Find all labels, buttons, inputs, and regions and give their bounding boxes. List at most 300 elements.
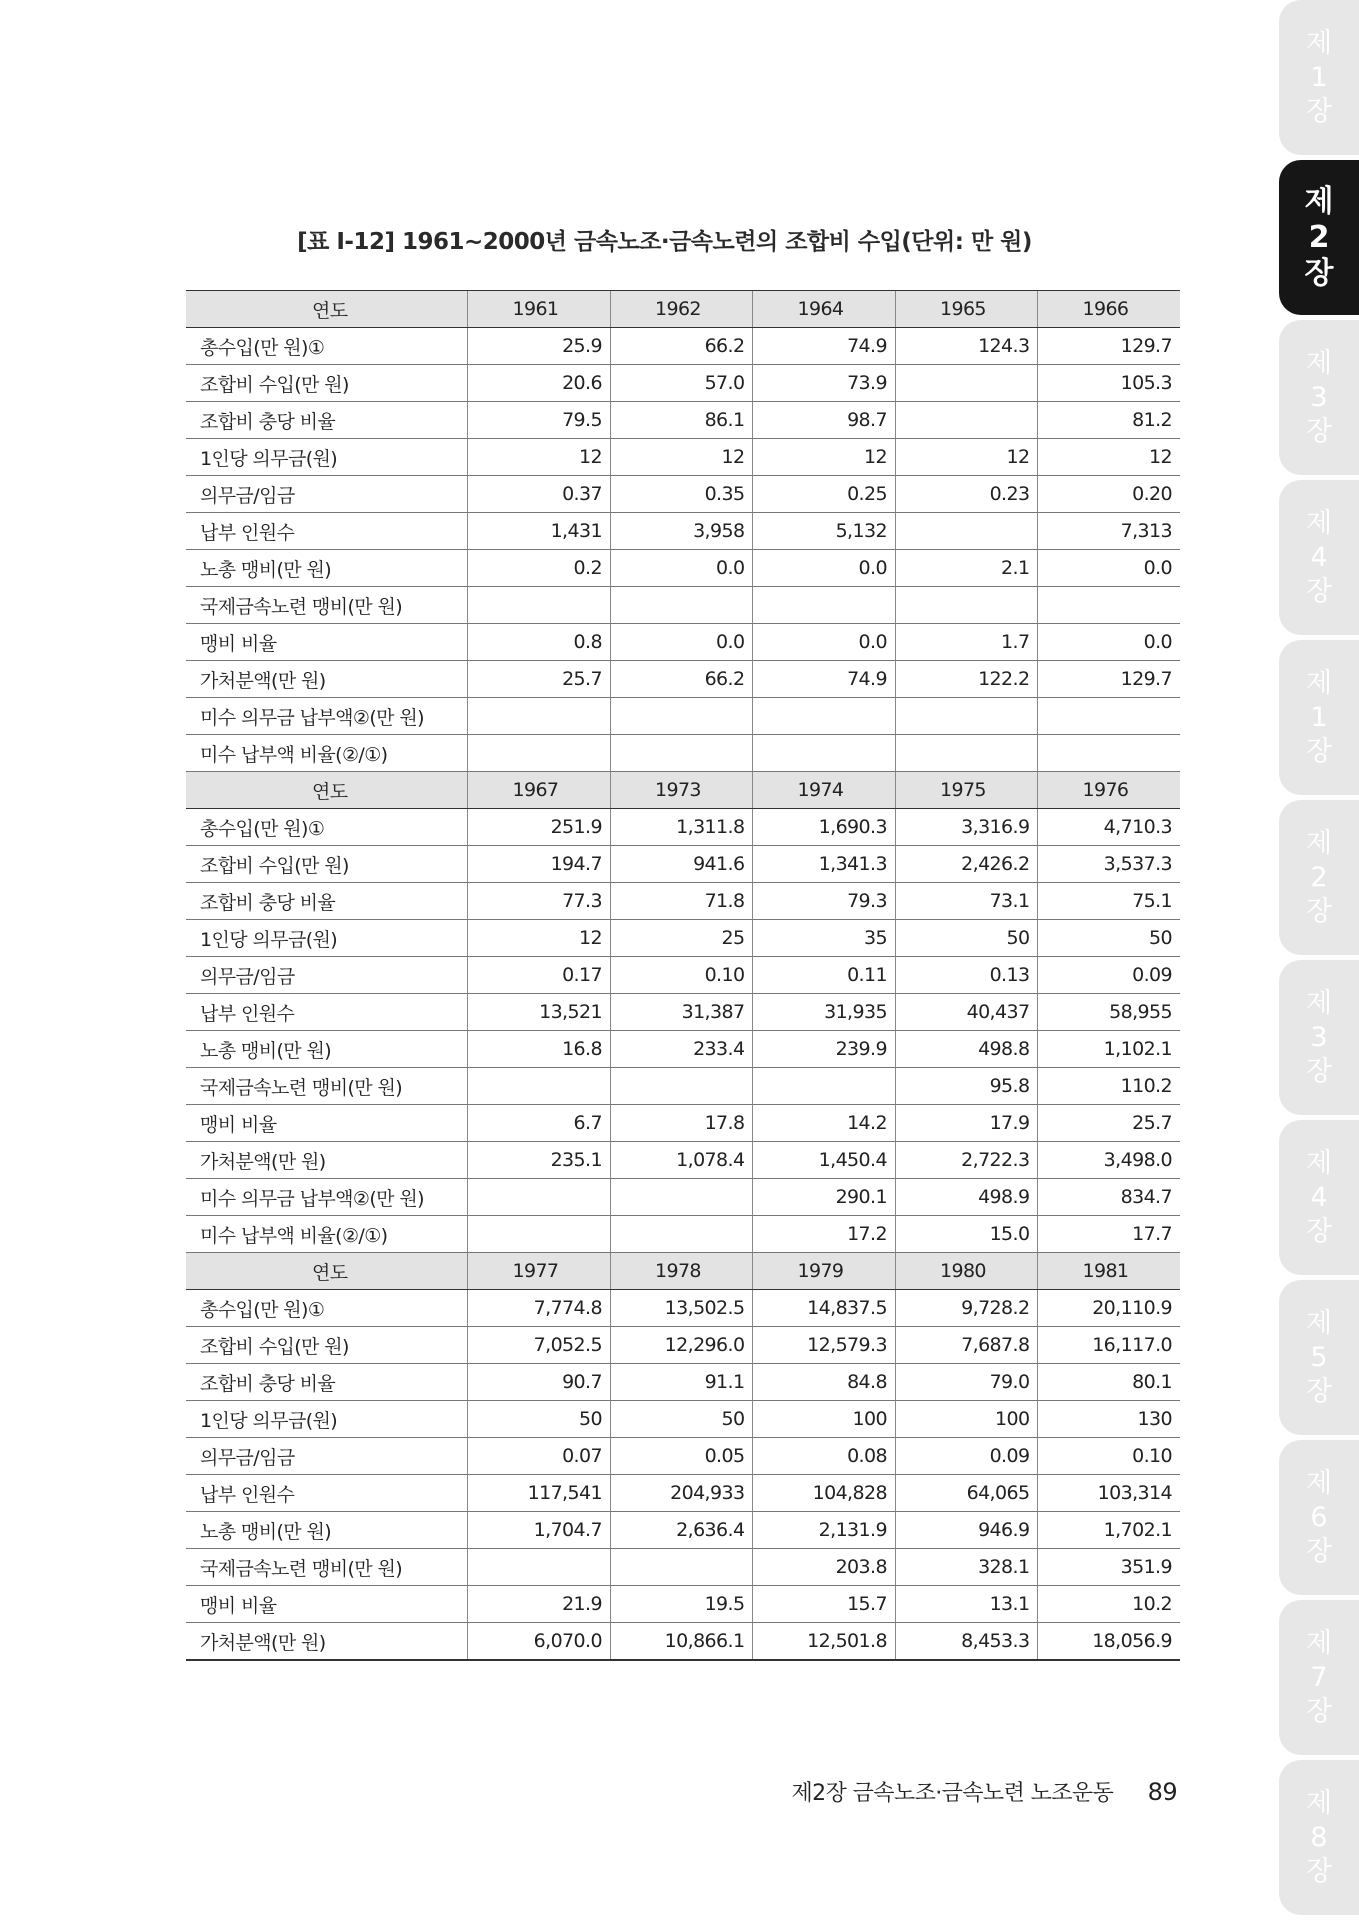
value-cell: 0.10 <box>1038 1438 1180 1475</box>
value-cell: 1,702.1 <box>1038 1512 1180 1549</box>
value-cell: 7,774.8 <box>468 1290 611 1327</box>
year-cell: 1964 <box>753 291 896 328</box>
chapter-tab[interactable] <box>1279 0 1359 155</box>
value-cell: 9,728.2 <box>895 1290 1038 1327</box>
value-cell: 25.9 <box>468 328 611 365</box>
chapter-tab[interactable] <box>1279 160 1359 315</box>
chapter-tab-char: 제 <box>1304 183 1334 219</box>
row-label: 조합비 충당 비율 <box>186 402 468 439</box>
chapter-tab-char: 장 <box>1305 1535 1333 1567</box>
value-cell: 80.1 <box>1038 1364 1180 1401</box>
value-cell: 0.0 <box>610 624 753 661</box>
value-cell: 4,710.3 <box>1038 809 1180 846</box>
value-cell: 946.9 <box>895 1512 1038 1549</box>
year-cell: 1962 <box>610 291 753 328</box>
value-cell: 17.9 <box>895 1105 1038 1142</box>
value-cell <box>610 698 753 735</box>
value-cell: 7,313 <box>1038 513 1180 550</box>
chapter-tab-char: 3 <box>1310 381 1328 413</box>
value-cell: 328.1 <box>895 1549 1038 1586</box>
value-cell: 75.1 <box>1038 883 1180 920</box>
value-cell: 100 <box>753 1401 896 1438</box>
chapter-tab-char: 5 <box>1310 1341 1328 1373</box>
value-cell: 12,501.8 <box>753 1623 896 1661</box>
value-cell: 84.8 <box>753 1364 896 1401</box>
value-cell: 1,431 <box>468 513 611 550</box>
chapter-tab-char: 장 <box>1305 1695 1333 1727</box>
value-cell: 0.0 <box>1038 550 1180 587</box>
value-cell: 12 <box>1038 439 1180 476</box>
chapter-tab-char: 2 <box>1310 861 1328 893</box>
chapter-tab-char: 1 <box>1310 61 1328 93</box>
chapter-tab-char: 제 <box>1305 507 1333 539</box>
table-row <box>186 1105 1180 1142</box>
chapter-tab-char: 제 <box>1305 827 1333 859</box>
chapter-tab-char: 장 <box>1305 415 1333 447</box>
year-cell: 1966 <box>1038 291 1180 328</box>
year-cell: 1978 <box>610 1253 753 1290</box>
value-cell: 3,316.9 <box>895 809 1038 846</box>
value-cell: 0.0 <box>1038 624 1180 661</box>
value-cell: 12 <box>753 439 896 476</box>
value-cell <box>895 402 1038 439</box>
value-cell <box>1038 698 1180 735</box>
value-cell: 498.9 <box>895 1179 1038 1216</box>
row-label: 납부 인원수 <box>186 994 468 1031</box>
value-cell: 15.7 <box>753 1586 896 1623</box>
value-cell <box>610 1179 753 1216</box>
value-cell: 0.20 <box>1038 476 1180 513</box>
value-cell: 64,065 <box>895 1475 1038 1512</box>
year-cell: 1976 <box>1038 772 1180 809</box>
table-row <box>186 1216 1180 1253</box>
chapter-tab-char: 장 <box>1305 895 1333 927</box>
chapter-tab-char: 장 <box>1305 1055 1333 1087</box>
chapter-tab-char: 4 <box>1310 1181 1328 1213</box>
value-cell: 235.1 <box>468 1142 611 1179</box>
row-label: 국제금속노련 맹비(만 원) <box>186 1068 468 1105</box>
value-cell: 1,102.1 <box>1038 1031 1180 1068</box>
chapter-tab-char: 장 <box>1305 575 1333 607</box>
row-label: 맹비 비율 <box>186 624 468 661</box>
year-cell: 1973 <box>610 772 753 809</box>
value-cell: 3,537.3 <box>1038 846 1180 883</box>
year-cell: 1981 <box>1038 1253 1180 1290</box>
value-cell: 50 <box>610 1401 753 1438</box>
value-cell: 31,387 <box>610 994 753 1031</box>
value-cell: 74.9 <box>753 661 896 698</box>
chapter-tab-char: 2 <box>1308 219 1330 255</box>
chapter-tab-char: 3 <box>1310 1021 1328 1053</box>
value-cell <box>468 735 611 772</box>
value-cell: 5,132 <box>753 513 896 550</box>
table-row <box>186 1031 1180 1068</box>
chapter-tabs <box>1279 0 1359 1920</box>
year-cell: 1979 <box>753 1253 896 1290</box>
value-cell: 1,078.4 <box>610 1142 753 1179</box>
value-cell: 6.7 <box>468 1105 611 1142</box>
row-label: 1인당 의무금(원) <box>186 920 468 957</box>
value-cell: 79.0 <box>895 1364 1038 1401</box>
row-label: 가처분액(만 원) <box>186 661 468 698</box>
value-cell: 7,052.5 <box>468 1327 611 1364</box>
value-cell: 1.7 <box>895 624 1038 661</box>
table-row <box>186 661 1180 698</box>
value-cell: 129.7 <box>1038 661 1180 698</box>
value-cell: 14.2 <box>753 1105 896 1142</box>
value-cell: 7,687.8 <box>895 1327 1038 1364</box>
chapter-tab-char: 장 <box>1305 735 1333 767</box>
value-cell: 0.0 <box>753 550 896 587</box>
value-cell: 0.10 <box>610 957 753 994</box>
table-row <box>186 883 1180 920</box>
table-row <box>186 476 1180 513</box>
table-row <box>186 402 1180 439</box>
value-cell <box>895 698 1038 735</box>
value-cell: 1,704.7 <box>468 1512 611 1549</box>
table-row <box>186 1290 1180 1327</box>
value-cell: 0.17 <box>468 957 611 994</box>
chapter-tab[interactable] <box>1279 1760 1359 1915</box>
table-row <box>186 1364 1180 1401</box>
value-cell: 2,426.2 <box>895 846 1038 883</box>
value-cell: 124.3 <box>895 328 1038 365</box>
chapter-tab-char: 장 <box>1305 1375 1333 1407</box>
value-cell: 1,690.3 <box>753 809 896 846</box>
value-cell: 13,521 <box>468 994 611 1031</box>
row-label: 국제금속노련 맹비(만 원) <box>186 587 468 624</box>
value-cell <box>610 1549 753 1586</box>
value-cell: 110.2 <box>1038 1068 1180 1105</box>
row-label: 가처분액(만 원) <box>186 1623 468 1661</box>
year-cell: 1965 <box>895 291 1038 328</box>
value-cell: 13,502.5 <box>610 1290 753 1327</box>
row-label: 미수 의무금 납부액②(만 원) <box>186 698 468 735</box>
year-cell: 1974 <box>753 772 896 809</box>
value-cell: 0.11 <box>753 957 896 994</box>
row-label: 미수 납부액 비율(②/①) <box>186 735 468 772</box>
value-cell: 50 <box>895 920 1038 957</box>
value-cell: 203.8 <box>753 1549 896 1586</box>
value-cell: 0.05 <box>610 1438 753 1475</box>
value-cell: 2.1 <box>895 550 1038 587</box>
value-cell: 0.35 <box>610 476 753 513</box>
value-cell: 17.8 <box>610 1105 753 1142</box>
value-cell: 40,437 <box>895 994 1038 1031</box>
value-cell: 233.4 <box>610 1031 753 1068</box>
value-cell <box>895 513 1038 550</box>
chapter-tab-char: 제 <box>1305 987 1333 1019</box>
value-cell: 10,866.1 <box>610 1623 753 1661</box>
row-label: 의무금/임금 <box>186 957 468 994</box>
value-cell: 122.2 <box>895 661 1038 698</box>
value-cell: 1,450.4 <box>753 1142 896 1179</box>
value-cell: 79.3 <box>753 883 896 920</box>
value-cell: 0.07 <box>468 1438 611 1475</box>
value-cell: 19.5 <box>610 1586 753 1623</box>
chapter-tab[interactable] <box>1279 1120 1359 1275</box>
value-cell: 73.9 <box>753 365 896 402</box>
value-cell: 0.2 <box>468 550 611 587</box>
chapter-tab[interactable] <box>1279 480 1359 635</box>
value-cell <box>1038 735 1180 772</box>
chapter-tab[interactable] <box>1279 1600 1359 1755</box>
chapter-tab-char: 제 <box>1305 1307 1333 1339</box>
value-cell: 16.8 <box>468 1031 611 1068</box>
year-cell: 1967 <box>468 772 611 809</box>
table-row <box>186 1586 1180 1623</box>
table-row <box>186 1327 1180 1364</box>
table-row <box>186 957 1180 994</box>
value-cell: 12,296.0 <box>610 1327 753 1364</box>
value-cell <box>895 587 1038 624</box>
row-label: 총수입(만 원)① <box>186 1290 468 1327</box>
row-label: 조합비 충당 비율 <box>186 1364 468 1401</box>
value-cell <box>1038 587 1180 624</box>
value-cell: 21.9 <box>468 1586 611 1623</box>
row-label: 맹비 비율 <box>186 1105 468 1142</box>
value-cell: 3,498.0 <box>1038 1142 1180 1179</box>
value-cell: 16,117.0 <box>1038 1327 1180 1364</box>
value-cell: 12 <box>895 439 1038 476</box>
value-cell <box>753 698 896 735</box>
table-row <box>186 1549 1180 1586</box>
value-cell: 117,541 <box>468 1475 611 1512</box>
table-row <box>186 1068 1180 1105</box>
year-cell: 1977 <box>468 1253 611 1290</box>
value-cell <box>895 735 1038 772</box>
table-row <box>186 1512 1180 1549</box>
value-cell: 90.7 <box>468 1364 611 1401</box>
table-row <box>186 328 1180 365</box>
value-cell: 1,311.8 <box>610 809 753 846</box>
value-cell: 74.9 <box>753 328 896 365</box>
value-cell: 6,070.0 <box>468 1623 611 1661</box>
value-cell <box>610 587 753 624</box>
table-title-text: [표 Ⅰ-12] 1961~2000년 금속노조·금속노련의 조합비 수입(단위: 만 원) <box>297 229 1032 255</box>
chapter-tab-char: 장 <box>1304 255 1334 291</box>
value-cell: 66.2 <box>610 328 753 365</box>
value-cell <box>610 735 753 772</box>
table-row <box>186 846 1180 883</box>
value-cell <box>753 735 896 772</box>
value-cell: 12,579.3 <box>753 1327 896 1364</box>
value-cell <box>610 1068 753 1105</box>
chapter-tab-char: 6 <box>1310 1501 1328 1533</box>
table-row <box>186 1623 1180 1661</box>
value-cell: 129.7 <box>1038 328 1180 365</box>
value-cell <box>468 1549 611 1586</box>
row-label: 납부 인원수 <box>186 1475 468 1512</box>
table-row <box>186 809 1180 846</box>
chapter-tab-char: 제 <box>1305 1627 1333 1659</box>
table-row <box>186 513 1180 550</box>
value-cell: 0.8 <box>468 624 611 661</box>
value-cell: 0.0 <box>753 624 896 661</box>
value-cell: 57.0 <box>610 365 753 402</box>
chapter-tab-char: 장 <box>1305 1215 1333 1247</box>
value-cell: 25.7 <box>1038 1105 1180 1142</box>
table-row <box>186 439 1180 476</box>
value-cell: 20.6 <box>468 365 611 402</box>
chapter-tab[interactable] <box>1279 1440 1359 1595</box>
value-cell: 58,955 <box>1038 994 1180 1031</box>
year-header-label: 연도 <box>186 1253 468 1290</box>
value-cell: 105.3 <box>1038 365 1180 402</box>
chapter-tab-char: 제 <box>1305 1787 1333 1819</box>
value-cell: 8,453.3 <box>895 1623 1038 1661</box>
value-cell: 0.08 <box>753 1438 896 1475</box>
chapter-tab[interactable] <box>1279 960 1359 1115</box>
row-label: 미수 의무금 납부액②(만 원) <box>186 1179 468 1216</box>
value-cell <box>468 1216 611 1253</box>
value-cell: 50 <box>1038 920 1180 957</box>
chapter-tab-char: 제 <box>1305 27 1333 59</box>
row-label: 의무금/임금 <box>186 476 468 513</box>
year-cell: 1961 <box>468 291 611 328</box>
value-cell: 0.23 <box>895 476 1038 513</box>
chapter-tab-char: 제 <box>1305 667 1333 699</box>
value-cell: 35 <box>753 920 896 957</box>
chapter-tab[interactable] <box>1279 1280 1359 1435</box>
table-row <box>186 624 1180 661</box>
value-cell: 0.09 <box>1038 957 1180 994</box>
table-row <box>186 1142 1180 1179</box>
value-cell <box>753 587 896 624</box>
value-cell: 3,958 <box>610 513 753 550</box>
chapter-tab-char: 장 <box>1305 95 1333 127</box>
chapter-tab-char: 7 <box>1310 1661 1328 1693</box>
value-cell: 73.1 <box>895 883 1038 920</box>
chapter-tab[interactable] <box>1279 320 1359 475</box>
value-cell: 0.09 <box>895 1438 1038 1475</box>
value-cell <box>610 1216 753 1253</box>
row-label: 의무금/임금 <box>186 1438 468 1475</box>
value-cell: 204,933 <box>610 1475 753 1512</box>
chapter-tab[interactable] <box>1279 800 1359 955</box>
row-label: 조합비 충당 비율 <box>186 883 468 920</box>
value-cell: 15.0 <box>895 1216 1038 1253</box>
table-row <box>186 550 1180 587</box>
table-body <box>186 291 1180 1661</box>
table-row <box>186 735 1180 772</box>
value-cell <box>468 1068 611 1105</box>
value-cell: 17.7 <box>1038 1216 1180 1253</box>
value-cell: 95.8 <box>895 1068 1038 1105</box>
year-header-row <box>186 291 1180 328</box>
value-cell: 25.7 <box>468 661 611 698</box>
row-label: 조합비 수입(만 원) <box>186 846 468 883</box>
value-cell: 50 <box>468 1401 611 1438</box>
value-cell <box>895 365 1038 402</box>
value-cell: 251.9 <box>468 809 611 846</box>
value-cell: 18,056.9 <box>1038 1623 1180 1661</box>
row-label: 미수 납부액 비율(②/①) <box>186 1216 468 1253</box>
value-cell: 290.1 <box>753 1179 896 1216</box>
value-cell: 0.0 <box>610 550 753 587</box>
chapter-tab-char: 4 <box>1310 541 1328 573</box>
row-label: 노총 맹비(만 원) <box>186 1031 468 1068</box>
chapter-tab-char: 1 <box>1310 701 1328 733</box>
value-cell <box>468 698 611 735</box>
table-row <box>186 365 1180 402</box>
value-cell: 104,828 <box>753 1475 896 1512</box>
table-row <box>186 698 1180 735</box>
value-cell: 91.1 <box>610 1364 753 1401</box>
table-row <box>186 1438 1180 1475</box>
page-number: 89 <box>1147 1778 1177 1806</box>
value-cell: 71.8 <box>610 883 753 920</box>
value-cell: 0.25 <box>753 476 896 513</box>
value-cell <box>753 1068 896 1105</box>
table-row <box>186 587 1180 624</box>
chapter-tab-char: 장 <box>1305 1855 1333 1887</box>
value-cell: 103,314 <box>1038 1475 1180 1512</box>
value-cell: 12 <box>610 439 753 476</box>
value-cell: 31,935 <box>753 994 896 1031</box>
value-cell: 0.13 <box>895 957 1038 994</box>
footer-chapter-title: 제2장 금속노조·금속노련 노조운동 <box>791 1781 1114 1806</box>
row-label: 노총 맹비(만 원) <box>186 550 468 587</box>
value-cell: 66.2 <box>610 661 753 698</box>
value-cell: 100 <box>895 1401 1038 1438</box>
table-row <box>186 1179 1180 1216</box>
dues-income-table <box>186 290 1180 1661</box>
value-cell <box>468 1179 611 1216</box>
table-row <box>186 1401 1180 1438</box>
row-label: 가처분액(만 원) <box>186 1142 468 1179</box>
row-label: 조합비 수입(만 원) <box>186 1327 468 1364</box>
value-cell: 20,110.9 <box>1038 1290 1180 1327</box>
value-cell: 14,837.5 <box>753 1290 896 1327</box>
row-label: 총수입(만 원)① <box>186 809 468 846</box>
value-cell: 25 <box>610 920 753 957</box>
value-cell: 13.1 <box>895 1586 1038 1623</box>
year-header-row <box>186 1253 1180 1290</box>
chapter-tab-char: 8 <box>1310 1821 1328 1853</box>
row-label: 조합비 수입(만 원) <box>186 365 468 402</box>
value-cell: 86.1 <box>610 402 753 439</box>
value-cell: 98.7 <box>753 402 896 439</box>
table-row <box>186 1475 1180 1512</box>
value-cell: 81.2 <box>1038 402 1180 439</box>
value-cell: 941.6 <box>610 846 753 883</box>
row-label: 노총 맹비(만 원) <box>186 1512 468 1549</box>
table-title <box>0 223 1359 256</box>
year-header-row <box>186 772 1180 809</box>
value-cell: 2,636.4 <box>610 1512 753 1549</box>
value-cell: 130 <box>1038 1401 1180 1438</box>
value-cell: 0.37 <box>468 476 611 513</box>
chapter-tab[interactable] <box>1279 640 1359 795</box>
row-label: 맹비 비율 <box>186 1586 468 1623</box>
year-header-label: 연도 <box>186 291 468 328</box>
value-cell <box>468 587 611 624</box>
year-cell: 1975 <box>895 772 1038 809</box>
value-cell: 12 <box>468 920 611 957</box>
year-cell: 1980 <box>895 1253 1038 1290</box>
value-cell: 77.3 <box>468 883 611 920</box>
value-cell: 10.2 <box>1038 1586 1180 1623</box>
row-label: 총수입(만 원)① <box>186 328 468 365</box>
value-cell: 2,722.3 <box>895 1142 1038 1179</box>
row-label: 1인당 의무금(원) <box>186 1401 468 1438</box>
value-cell: 834.7 <box>1038 1179 1180 1216</box>
year-header-label: 연도 <box>186 772 468 809</box>
chapter-tab-char: 제 <box>1305 1467 1333 1499</box>
value-cell: 239.9 <box>753 1031 896 1068</box>
table-row <box>186 994 1180 1031</box>
